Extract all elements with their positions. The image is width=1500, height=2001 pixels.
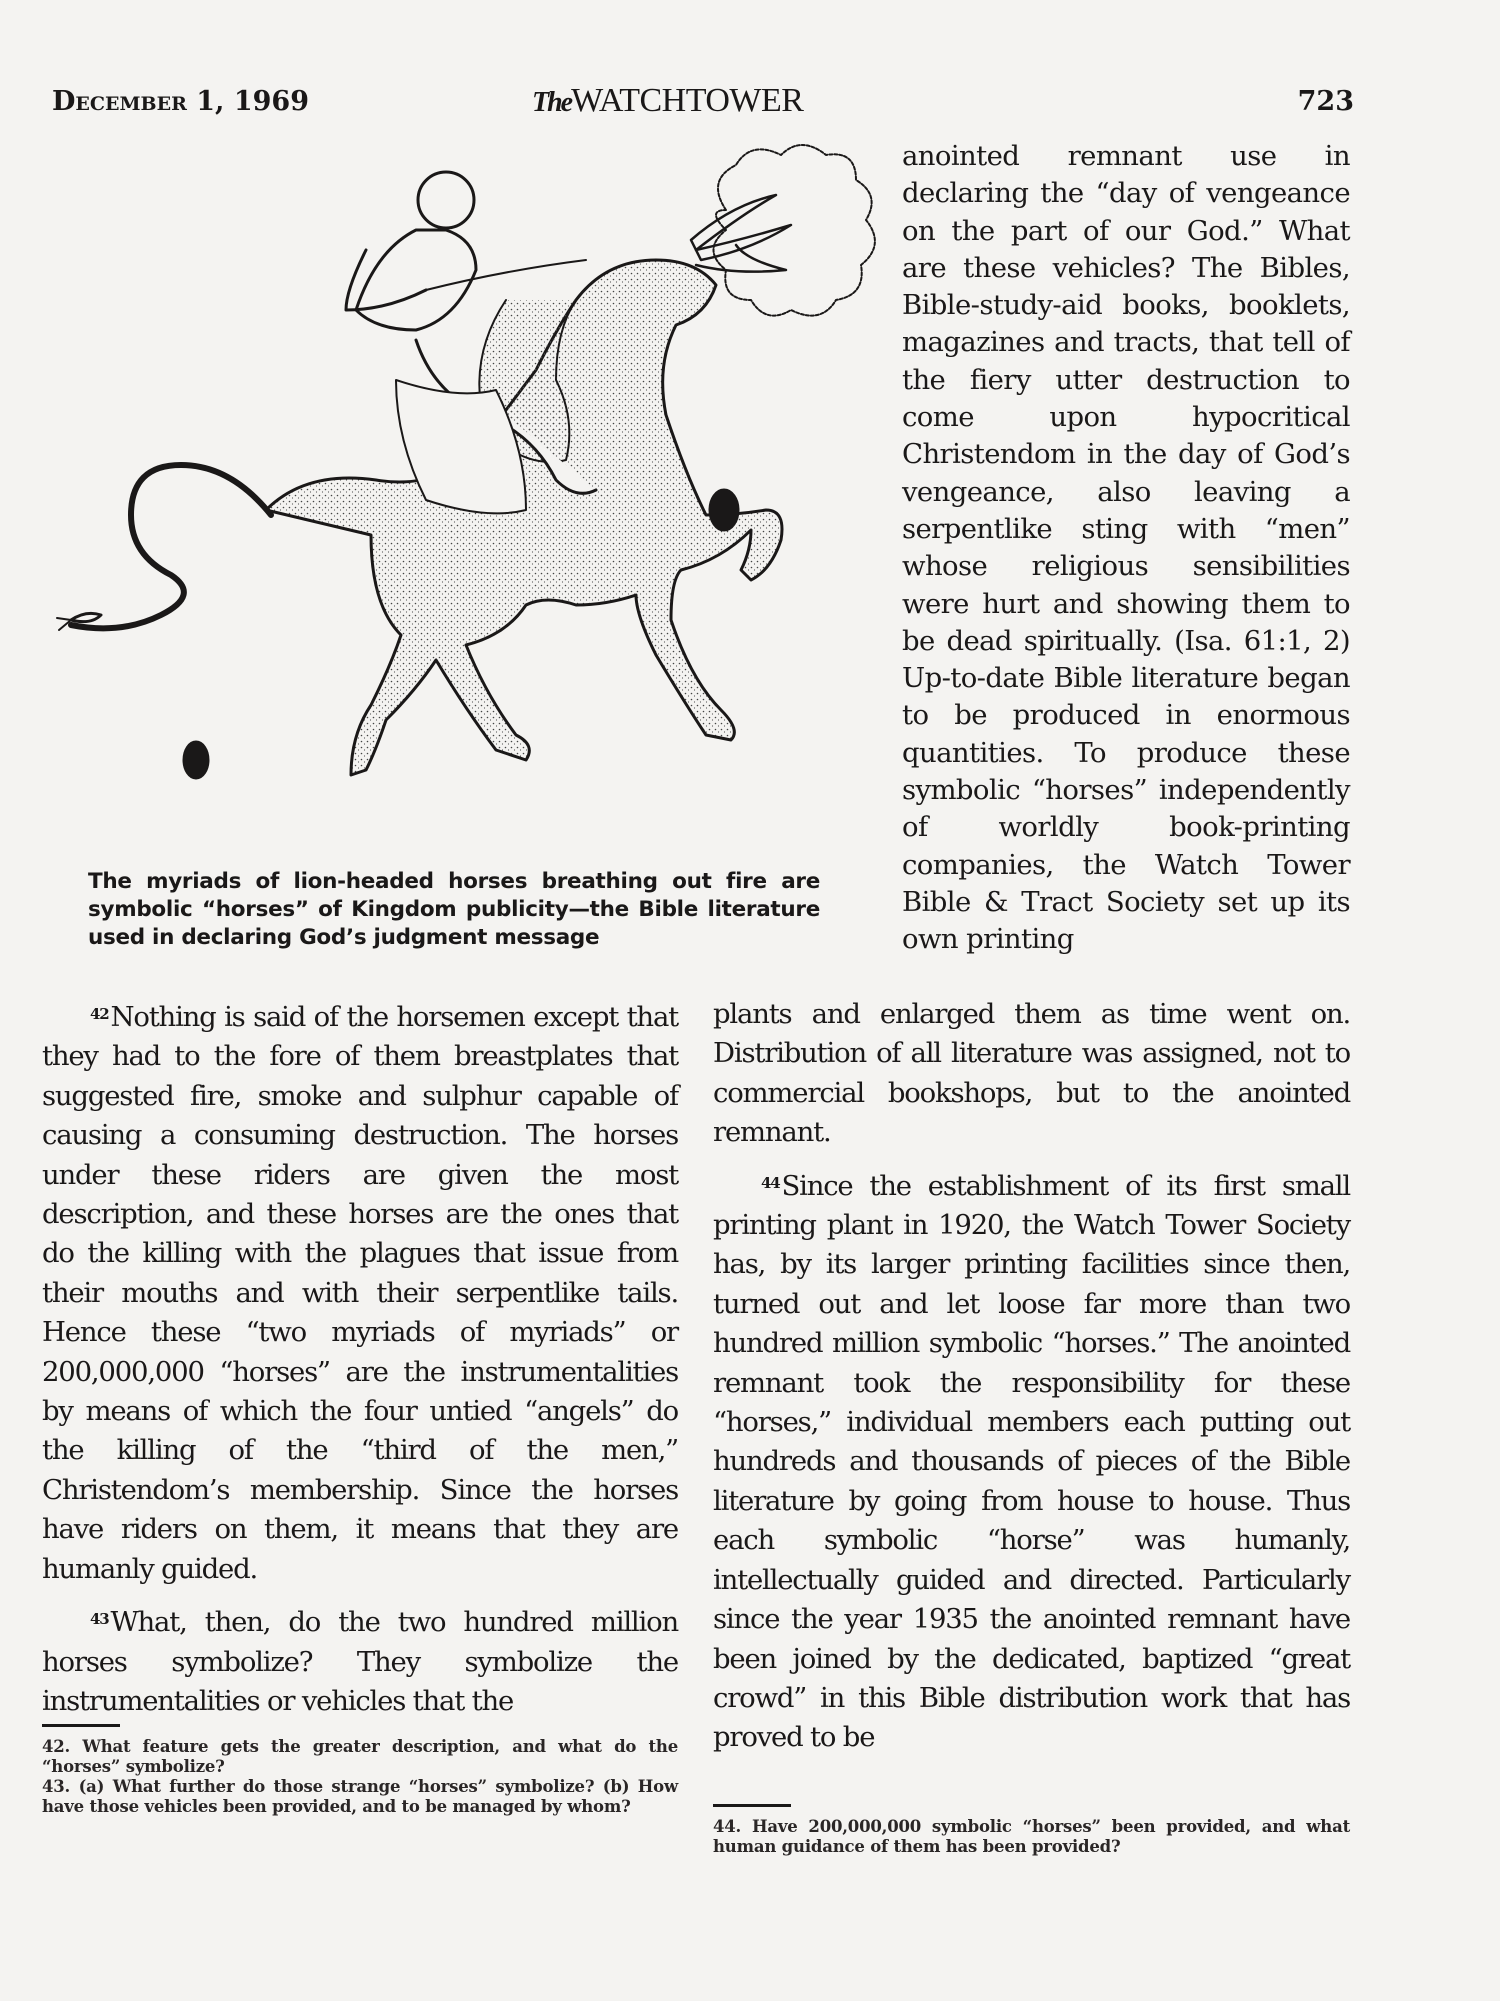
right-footnotes [713,1790,1350,1857]
serpent-head [71,613,101,621]
continued-paragraph: anointed remnant use in declaring the “day of vengeance on the part of our God.” What are these vehicles? The Bibles, Bible-study-aid books, booklets, magazines and tracts, that tell of the fiery utter destruction to come upon hypocritical Christendom in the day of God’s vengeance, also leaving a serpentlike sting with “men” whose religious sensibilities were hurt and showing them to be dead spiritually. (Isa. 61:1, 2) Up-to-date Bible literature began to be produced in enormous quantities. To produce these symbolic “horses” independently of worldly book-printing companies, the Watch Tower Bible & Tract Society set up its own printing [902,140,1350,956]
rider-torso [356,230,476,330]
footnote-question-44: 44. Have 200,000,000 symbolic “horses” been provided, and what human guidance of them has been provided? [713,1817,1350,1856]
page-header [0,82,1500,122]
paragraph-44 [713,1164,1350,1758]
page-number: 723 [1297,86,1354,117]
fire-flames [691,195,791,272]
footnote-question-42: 42. What feature gets the greater description, and what do the “horses” symbolize? [42,1737,678,1776]
front-hoof [710,490,738,530]
footnote-divider [713,1804,791,1807]
continued-paragraph: plants and enlarged them as time went on. Distribution of all literature was assigned, not to commercial bookshops, but to the anointed remnant. [713,998,1350,1149]
masthead-prefix: The [532,87,572,118]
rider-head [418,172,474,228]
paragraph-text: What, then, do the two hundred million horses symbolize? They symbolize the instrumentalities or vehicles that the [42,1606,678,1717]
right-column [713,995,1350,1758]
paragraph-42 [42,995,678,1589]
paragraph-text: Since the establishment of its first small printing plant in 1920, the Watch Tower Society has, by its larger printing facilities since then, turned out and let loose far more than two hundred million symbolic “horses.” The anointed remnant took the responsibility for these “horses,” individual members each putting out hundreds and thousands of pieces of the Bible literature by going from house to house. Thus each symbolic “horse” was humanly, intellectually guided and directed. Particularly since the year 1935 the anointed remnant have been joined by the dedicated, baptized “great crowd” in this Bible distribution work that has proved to be [713,1169,1350,1754]
masthead-title: WATCHTOWER [571,82,804,119]
paragraph-43 [42,1600,678,1721]
footnote-divider [42,1724,120,1727]
footnote-question-43: 43. (a) What further do those strange “horses” symbolize? (b) How have those vehicles been provided, and to be managed by whom? [42,1777,678,1816]
paragraph-number: 42 [90,1005,109,1023]
paragraph-text: Nothing is said of the horsemen except that they had to the fore of them breastplates that suggested fire, smoke and sulphur capable of causing a consuming destruction. The horses under these riders are given the most description, and these horses are the ones that do the killing with the plagues that issue from their mouths and with their serpentlike tails. Hence these “two myriads of myriads” or 200,000,000 “horses” are the instrumentalities by means of which the four untied “angels” do the killing of the “third of the men,” Christendom’s membership. Since the horses have riders on them, it means that they are humanly guided. [42,1001,678,1585]
back-hoof [184,742,208,778]
illustration-caption: The myriads of lion-headed horses breathing out fire are symbolic “horses” of Kingdom publicity—the Bible literature used in declaring God’s judgment message [88,869,820,950]
paragraph-number: 43 [90,1610,109,1629]
top-right-column [902,138,1350,959]
left-footnotes [42,1710,678,1817]
horse-rider-illustration [36,140,886,860]
smoke-cloud [714,145,875,316]
serpent-tail [71,465,271,628]
left-column [42,995,678,1721]
paragraph-number: 44 [761,1173,780,1192]
issue-date: December 1, 1969 [52,86,309,117]
masthead [532,82,803,120]
